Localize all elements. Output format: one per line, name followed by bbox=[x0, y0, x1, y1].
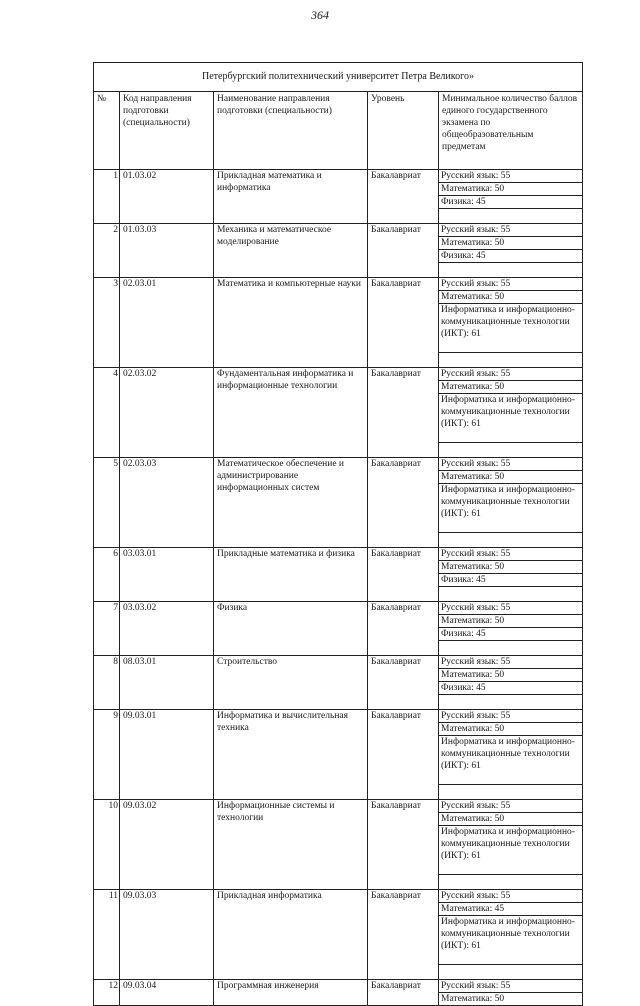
exam-requirement: Математика: 50 bbox=[439, 813, 583, 826]
table-row bbox=[94, 602, 583, 615]
university-title: Петербургский политехнический университет Петра Великого» bbox=[93, 62, 583, 92]
exam-requirement: Математика: 50 bbox=[439, 381, 583, 394]
exam-spacer bbox=[439, 263, 583, 278]
exam-requirement: Физика: 45 bbox=[439, 682, 583, 695]
direction-name: Информационные системы и технологии bbox=[214, 800, 368, 890]
row-number: 5 bbox=[94, 458, 120, 548]
exam-spacer bbox=[439, 641, 583, 656]
exam-requirement: Математика: 50 bbox=[439, 993, 583, 1006]
row-number: 11 bbox=[94, 890, 120, 980]
table-header-row bbox=[94, 92, 583, 170]
exam-requirement: Русский язык: 55 bbox=[439, 602, 583, 615]
direction-name: Математика и компьютерные науки bbox=[214, 278, 368, 368]
table-row bbox=[94, 980, 583, 993]
exam-requirement: Русский язык: 55 bbox=[439, 710, 583, 723]
exam-spacer bbox=[439, 533, 583, 548]
header-level: Уровень bbox=[368, 92, 439, 170]
row-number: 7 bbox=[94, 602, 120, 656]
exam-requirement: Математика: 50 bbox=[439, 471, 583, 484]
exam-requirement: Информатика и информационно-коммуникационные технологии (ИКТ): 61 bbox=[439, 916, 583, 965]
exam-requirement: Русский язык: 55 bbox=[439, 368, 583, 381]
exam-requirement: Математика: 50 bbox=[439, 669, 583, 682]
row-number: 1 bbox=[94, 170, 120, 224]
table-row bbox=[94, 368, 583, 381]
header-name: Наименование направления подготовки (специальности) bbox=[214, 92, 368, 170]
row-number: 8 bbox=[94, 656, 120, 710]
education-level: Бакалавриат bbox=[368, 602, 439, 656]
exam-spacer bbox=[439, 443, 583, 458]
exam-spacer bbox=[439, 587, 583, 602]
exam-requirement: Математика: 50 bbox=[439, 723, 583, 736]
table-row bbox=[94, 224, 583, 237]
direction-code: 01.03.03 bbox=[120, 224, 214, 278]
exam-requirement: Информатика и информационно-коммуникационные технологии (ИКТ): 61 bbox=[439, 736, 583, 785]
education-level: Бакалавриат bbox=[368, 224, 439, 278]
row-number: 10 bbox=[94, 800, 120, 890]
exam-requirement: Русский язык: 55 bbox=[439, 548, 583, 561]
exam-spacer bbox=[439, 209, 583, 224]
direction-code: 01.03.02 bbox=[120, 170, 214, 224]
exam-requirement: Математика: 50 bbox=[439, 183, 583, 196]
exam-requirement: Математика: 50 bbox=[439, 291, 583, 304]
row-number: 12 bbox=[94, 980, 120, 1006]
exam-requirement: Русский язык: 55 bbox=[439, 890, 583, 903]
education-level: Бакалавриат bbox=[368, 458, 439, 548]
exam-spacer bbox=[439, 965, 583, 980]
direction-name: Прикладная информатика bbox=[214, 890, 368, 980]
exam-requirement: Физика: 45 bbox=[439, 574, 583, 587]
direction-code: 09.03.04 bbox=[120, 980, 214, 1006]
exam-requirement: Информатика и информационно-коммуникационные технологии (ИКТ): 61 bbox=[439, 484, 583, 533]
direction-code: 09.03.03 bbox=[120, 890, 214, 980]
row-number: 9 bbox=[94, 710, 120, 800]
header-code: Код направления подготовки (специальности) bbox=[120, 92, 214, 170]
direction-code: 09.03.02 bbox=[120, 800, 214, 890]
direction-code: 08.03.01 bbox=[120, 656, 214, 710]
direction-name: Прикладные математика и физика bbox=[214, 548, 368, 602]
exam-requirement: Русский язык: 55 bbox=[439, 980, 583, 993]
header-num: № bbox=[94, 92, 120, 170]
exam-requirement: Физика: 45 bbox=[439, 250, 583, 263]
table-row bbox=[94, 458, 583, 471]
education-level: Бакалавриат bbox=[368, 710, 439, 800]
exam-requirement: Русский язык: 55 bbox=[439, 170, 583, 183]
header-min-score: Минимальное количество баллов единого государственного экзамена по общеобразовательным предметам bbox=[439, 92, 583, 170]
direction-name: Информатика и вычислительная техника bbox=[214, 710, 368, 800]
exam-requirement: Информатика и информационно-коммуникационные технологии (ИКТ): 61 bbox=[439, 394, 583, 443]
direction-code: 09.03.01 bbox=[120, 710, 214, 800]
table-row bbox=[94, 548, 583, 561]
exam-spacer bbox=[439, 785, 583, 800]
direction-code: 02.03.01 bbox=[120, 278, 214, 368]
direction-name: Математическое обеспечение и администрирование информационных систем bbox=[214, 458, 368, 548]
table-row bbox=[94, 278, 583, 291]
education-level: Бакалавриат bbox=[368, 548, 439, 602]
exam-requirement: Математика: 50 bbox=[439, 237, 583, 250]
education-level: Бакалавриат bbox=[368, 278, 439, 368]
admission-table bbox=[93, 91, 583, 1006]
direction-name: Строительство bbox=[214, 656, 368, 710]
exam-requirement: Информатика и информационно-коммуникационные технологии (ИКТ): 61 bbox=[439, 304, 583, 353]
exam-spacer bbox=[439, 353, 583, 368]
table-row bbox=[94, 656, 583, 669]
exam-spacer bbox=[439, 875, 583, 890]
table-body bbox=[94, 170, 583, 1006]
direction-code: 02.03.02 bbox=[120, 368, 214, 458]
table-row bbox=[94, 890, 583, 903]
exam-requirement: Русский язык: 55 bbox=[439, 800, 583, 813]
table-row bbox=[94, 170, 583, 183]
education-level: Бакалавриат bbox=[368, 800, 439, 890]
direction-name: Программная инженерия bbox=[214, 980, 368, 1006]
table-row bbox=[94, 800, 583, 813]
row-number: 4 bbox=[94, 368, 120, 458]
exam-requirement: Русский язык: 55 bbox=[439, 458, 583, 471]
education-level: Бакалавриат bbox=[368, 170, 439, 224]
row-number: 6 bbox=[94, 548, 120, 602]
education-level: Бакалавриат bbox=[368, 368, 439, 458]
row-number: 2 bbox=[94, 224, 120, 278]
direction-name: Физика bbox=[214, 602, 368, 656]
exam-requirement: Физика: 45 bbox=[439, 196, 583, 209]
exam-requirement: Русский язык: 55 bbox=[439, 278, 583, 291]
education-level: Бакалавриат bbox=[368, 656, 439, 710]
exam-requirement: Русский язык: 55 bbox=[439, 224, 583, 237]
direction-code: 03.03.01 bbox=[120, 548, 214, 602]
table-row bbox=[94, 710, 583, 723]
exam-requirement: Математика: 50 bbox=[439, 561, 583, 574]
exam-requirement: Физика: 45 bbox=[439, 628, 583, 641]
exam-spacer bbox=[439, 695, 583, 710]
education-level: Бакалавриат bbox=[368, 980, 439, 1006]
exam-requirement: Информатика и информационно-коммуникационные технологии (ИКТ): 61 bbox=[439, 826, 583, 875]
direction-name: Механика и математическое моделирование bbox=[214, 224, 368, 278]
education-level: Бакалавриат bbox=[368, 890, 439, 980]
row-number: 3 bbox=[94, 278, 120, 368]
direction-name: Фундаментальная информатика и информационные технологии bbox=[214, 368, 368, 458]
direction-name: Прикладная математика и информатика bbox=[214, 170, 368, 224]
exam-requirement: Математика: 50 bbox=[439, 615, 583, 628]
direction-code: 02.03.03 bbox=[120, 458, 214, 548]
exam-requirement: Русский язык: 55 bbox=[439, 656, 583, 669]
exam-requirement: Математика: 45 bbox=[439, 903, 583, 916]
page-number: 364 bbox=[311, 8, 329, 22]
direction-code: 03.03.02 bbox=[120, 602, 214, 656]
